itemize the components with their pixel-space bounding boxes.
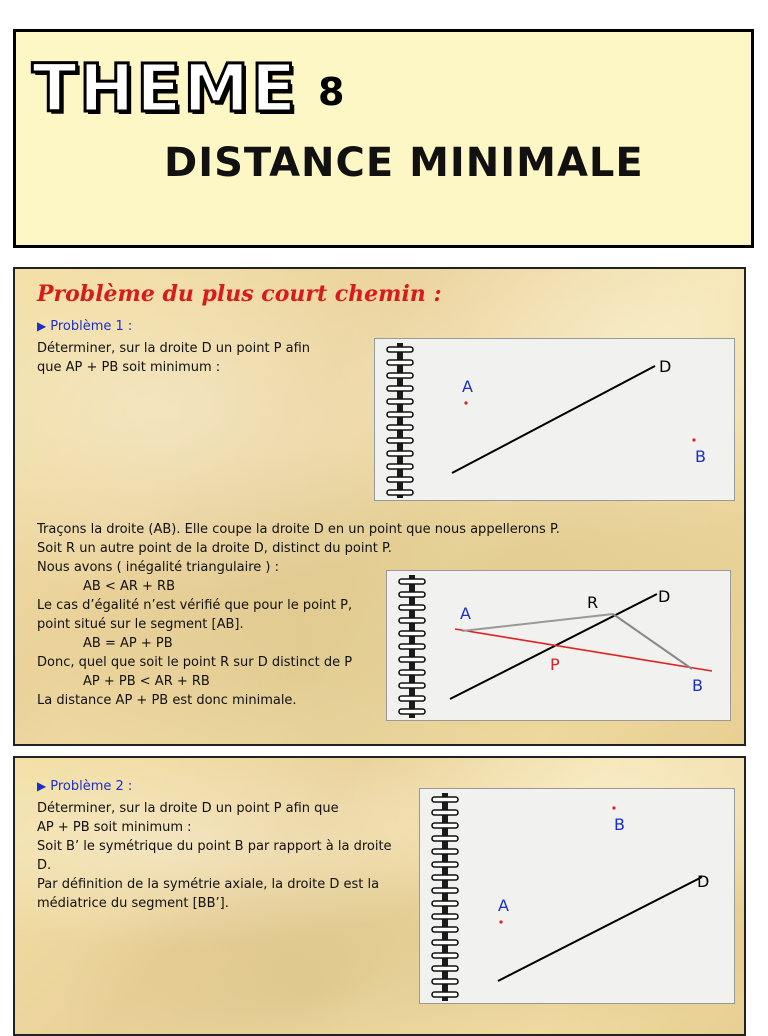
solution-line: Traçons la droite (AB). Elle coupe la droite D en un point que nous appellerons P. — [37, 522, 560, 537]
solution-formula: AB = AP + PB — [83, 636, 173, 651]
binding-ring — [432, 810, 458, 815]
binding-ring — [387, 399, 413, 404]
solution-line: La distance AP + PB est donc minimale. — [37, 693, 297, 708]
statement-line: Déterminer, sur la droite D un point P afin — [37, 341, 311, 356]
triangle-bullet-icon: ▶ — [37, 779, 47, 793]
binding-ring — [432, 797, 458, 802]
label-r: R — [587, 593, 599, 612]
solution-line: Donc, quel que soit le point R sur D distinct de P — [37, 655, 353, 670]
binding-ring — [387, 425, 413, 430]
binding-ring — [399, 670, 425, 675]
segment-ab — [455, 629, 712, 671]
binding-ring — [399, 696, 425, 701]
point-b — [612, 806, 615, 809]
problem-2-line: D. — [37, 858, 52, 873]
theme-number: 8 — [318, 70, 345, 114]
triangle-bullet-icon: ▶ — [37, 319, 47, 333]
solution-line: point situé sur le segment [AB]. — [37, 617, 244, 632]
label-p: P — [550, 655, 560, 674]
binding-ring — [432, 914, 458, 919]
spiral-binding-icon — [399, 575, 425, 718]
section-heading: Problème du plus court chemin : — [37, 281, 442, 307]
problem-2-line: Soit B’ le symétrique du point B par rapport à la droite — [37, 839, 392, 854]
binding-ring — [432, 836, 458, 841]
binding-ring — [387, 438, 413, 443]
notebook-figure-2 — [386, 570, 731, 721]
figure-2-svg — [387, 571, 732, 722]
binding-ring — [432, 966, 458, 971]
binding-ring — [387, 360, 413, 365]
line-d — [498, 877, 702, 981]
title-banner — [13, 29, 754, 248]
line-d — [450, 594, 657, 699]
figure-3-svg — [420, 789, 736, 1005]
spiral-binding-icon — [387, 343, 413, 498]
line-d — [452, 366, 655, 473]
binding-ring — [399, 592, 425, 597]
solution-line: Nous avons ( inégalité triangulaire ) : — [37, 560, 280, 575]
problem-2-line: AP + PB soit minimum : — [37, 820, 192, 835]
problem-panel-2 — [13, 756, 746, 1036]
label-b: B — [614, 815, 625, 834]
binding-ring — [432, 888, 458, 893]
problem-2-line: Déterminer, sur la droite D un point P afin que — [37, 801, 339, 816]
binding-ring — [399, 605, 425, 610]
binding-ring — [399, 657, 425, 662]
binding-ring — [387, 347, 413, 352]
binding-ring — [432, 901, 458, 906]
problem-1-statement — [37, 339, 310, 377]
page-title: DISTANCE MINIMALE — [164, 140, 644, 186]
label-d: D — [697, 872, 710, 891]
binding-ring — [432, 849, 458, 854]
label-b: B — [695, 447, 706, 466]
problem-2-text — [37, 799, 392, 913]
problem-panel-1 — [13, 267, 746, 746]
binding-spine — [397, 343, 403, 498]
binding-ring — [387, 451, 413, 456]
label-b: B — [692, 676, 703, 695]
binding-ring — [399, 618, 425, 623]
binding-ring — [387, 477, 413, 482]
solution-formula: AB < AR + RB — [83, 579, 176, 594]
problem-1-label-text: Problème 1 : — [50, 319, 133, 334]
point-a — [464, 401, 467, 404]
point-a — [499, 920, 502, 923]
solution-line: Le cas d’égalité n’est vérifié que pour le point P, — [37, 598, 353, 613]
label-d: D — [659, 357, 672, 376]
problem-1-label — [37, 319, 132, 334]
label-a: A — [460, 604, 471, 623]
binding-ring — [399, 644, 425, 649]
problem-2-label-text: Problème 2 : — [50, 779, 133, 794]
binding-ring — [399, 709, 425, 714]
label-a: A — [462, 377, 473, 396]
binding-ring — [432, 862, 458, 867]
figure-1-svg — [375, 339, 736, 502]
binding-ring — [387, 386, 413, 391]
spiral-binding-icon — [432, 793, 458, 1001]
label-d: D — [658, 587, 671, 606]
statement-line: que AP + PB soit minimum : — [37, 360, 221, 375]
binding-ring — [387, 464, 413, 469]
binding-ring — [432, 823, 458, 828]
notebook-figure-1 — [374, 338, 735, 501]
problem-2-line: médiatrice du segment [BB’]. — [37, 896, 229, 911]
binding-ring — [387, 412, 413, 417]
solution-line: Soit R un autre point de la droite D, distinct du point P. — [37, 541, 392, 556]
point-b — [692, 438, 695, 441]
binding-ring — [432, 992, 458, 997]
problem-2-line: Par définition de la symétrie axiale, la droite D est la — [37, 877, 380, 892]
theme-word: THEME — [32, 50, 299, 127]
binding-ring — [399, 683, 425, 688]
binding-ring — [432, 953, 458, 958]
binding-ring — [387, 490, 413, 495]
binding-ring — [387, 373, 413, 378]
binding-ring — [399, 579, 425, 584]
solution-formula: AP + PB < AR + RB — [83, 674, 210, 689]
binding-ring — [432, 940, 458, 945]
problem-2-label — [37, 779, 132, 794]
label-a: A — [498, 896, 509, 915]
binding-ring — [432, 979, 458, 984]
notebook-figure-3 — [419, 788, 735, 1004]
binding-ring — [432, 927, 458, 932]
binding-ring — [432, 875, 458, 880]
binding-ring — [399, 631, 425, 636]
